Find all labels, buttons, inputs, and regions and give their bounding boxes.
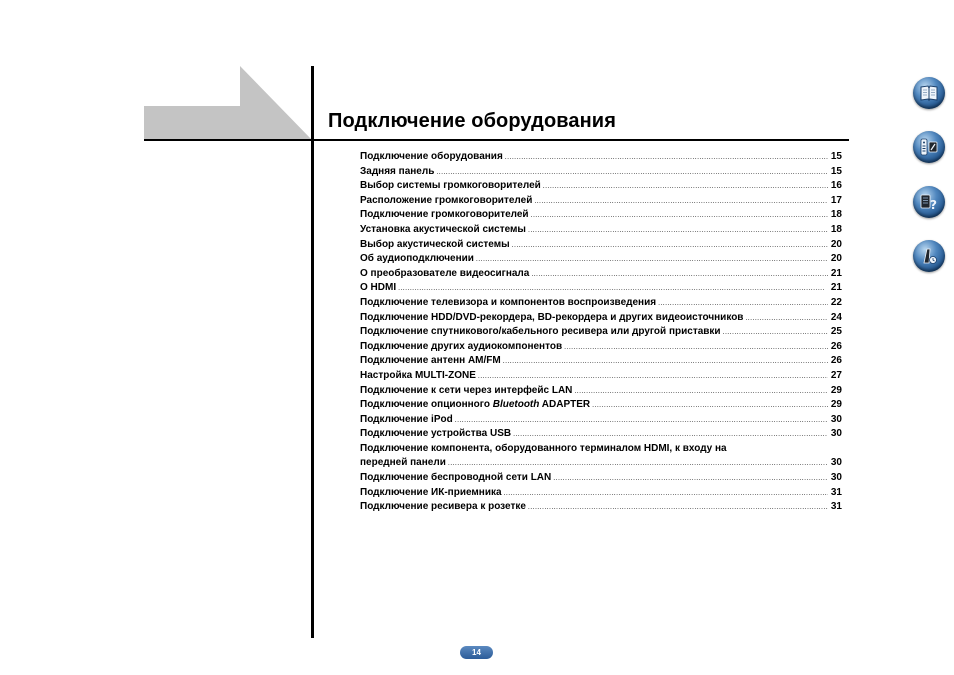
toc-entry-title: Подключение устройства USB <box>360 428 512 440</box>
toc-entry[interactable] <box>360 413 842 428</box>
toc-dot-leader <box>504 487 828 502</box>
toc-dot-leader <box>745 312 828 327</box>
toc-entry-page: 27 <box>830 369 842 381</box>
toc-entry[interactable] <box>360 296 842 311</box>
toc-entry-title: Об аудиоподключении <box>360 253 474 265</box>
toc-entry-page: 18 <box>830 223 842 235</box>
toc-entry-page: 31 <box>830 501 842 513</box>
toc-entry[interactable] <box>360 223 842 238</box>
svg-text:?: ? <box>930 198 937 212</box>
toc-entry-page: 15 <box>830 151 842 162</box>
toc-title-part: Подключение опционного <box>360 399 490 411</box>
toc-entry[interactable] <box>360 384 842 399</box>
toc-entry-title: Подключение HDD/DVD-рекордера, BD-рекордера и других видеоисточников <box>360 311 744 323</box>
toc-entry-title: Установка акустической системы <box>360 223 526 235</box>
toc-entry-title: Задняя панель <box>360 165 435 177</box>
toc-title-part: ADAPTER <box>541 399 591 411</box>
toc-title-italic: Bluetooth <box>492 399 540 411</box>
toc-entry[interactable] <box>360 354 842 369</box>
toc-entry[interactable] <box>360 500 842 515</box>
toc-entry-page: 26 <box>830 355 842 367</box>
toc-dot-leader <box>478 370 828 385</box>
toc-entry-title: Подключение ресивера к розетке <box>360 501 526 513</box>
appendix-button[interactable] <box>913 240 945 272</box>
toc-dot-leader <box>455 414 828 429</box>
toc-entry[interactable] <box>360 471 842 486</box>
toc-dot-leader <box>574 385 828 400</box>
toc-dot-leader <box>503 355 828 370</box>
toc-entry[interactable] <box>360 427 842 442</box>
toc-entry-multiline[interactable] <box>360 442 842 471</box>
page-title: Подключение оборудования <box>328 110 616 132</box>
toc-dot-leader <box>564 341 828 356</box>
page-number-badge: 14 <box>460 646 493 659</box>
toc-entry-title: Подключение беспроводной сети LAN <box>360 472 552 484</box>
toc-entry-title: Настройка MULTI-ZONE <box>360 369 476 381</box>
toc-entry-page: 25 <box>830 326 842 338</box>
toc-entry-title: Подключение антенн AM/FM <box>360 355 501 367</box>
toc-entry[interactable] <box>360 325 842 340</box>
toc-entry-title: Выбор акустической системы <box>360 238 510 250</box>
toc-dot-leader <box>658 297 828 312</box>
toc-entry-page: 29 <box>830 384 842 396</box>
toc-entry-title: Расположение громкоговорителей <box>360 194 533 206</box>
toc-entry-title: Подключение спутникового/кабельного ресивера или другой приставки <box>360 326 721 338</box>
toc-entry[interactable] <box>360 208 842 223</box>
toc-dot-leader <box>553 472 828 487</box>
book-icon <box>918 82 940 104</box>
toc-entry-page: 15 <box>830 165 842 177</box>
header-rule <box>144 139 849 141</box>
toc-entry-page: 21 <box>830 267 842 279</box>
contents-button[interactable] <box>913 77 945 109</box>
toc-entry-page: 30 <box>830 472 842 484</box>
toc-entry-title: Подключение телевизора и компонентов воспроизведения <box>360 296 657 308</box>
toc-dot-leader <box>534 195 828 210</box>
toc-dot-leader <box>531 209 828 224</box>
toc-entry[interactable] <box>360 267 842 282</box>
toc-dot-leader <box>505 151 828 166</box>
remote-control-button[interactable] <box>913 131 945 163</box>
toc-entry[interactable] <box>360 252 842 267</box>
toc-entry[interactable] <box>360 486 842 501</box>
chapter-tab-arrow <box>144 66 312 140</box>
toc-entry-title: Подключение компонента, оборудованного терминалом HDMI, к входу на <box>360 442 727 454</box>
toc-dot-leader <box>476 253 828 268</box>
toc-entry-page: 30 <box>830 428 842 440</box>
toc-entry-page: 20 <box>830 238 842 250</box>
toc-dot-leader <box>398 282 828 297</box>
toc-entry-title: О HDMI <box>360 282 397 294</box>
toc-entry-title <box>360 398 590 413</box>
toc-entry-page: 18 <box>830 209 842 221</box>
toc-entry-page: 30 <box>830 413 842 425</box>
remote-control-icon <box>918 136 940 158</box>
toc-entry-title: Подключение к сети через интерфейс LAN <box>360 384 573 396</box>
toc-entry-page: 22 <box>830 296 842 308</box>
vertical-rule <box>311 66 314 638</box>
toc-dot-leader <box>436 166 828 181</box>
toc-dot-leader <box>512 239 828 254</box>
toc-entry-page: 26 <box>830 340 842 352</box>
toc-dot-leader <box>543 180 828 195</box>
troubleshooting-icon <box>918 191 940 213</box>
toc-entry[interactable] <box>360 150 842 165</box>
toc-entry-title: Подключение других аудиокомпонентов <box>360 340 563 352</box>
toc-entry[interactable] <box>360 340 842 355</box>
toc-entry-continuation <box>360 456 842 471</box>
toc-entry-title: Подключение ИК-приемника <box>360 486 502 498</box>
toc-entry-title: О преобразователе видеосигнала <box>360 267 530 279</box>
toc-entry-page: 20 <box>830 253 842 265</box>
toc-entry-page: 30 <box>830 457 842 469</box>
toc-entry[interactable] <box>360 165 842 180</box>
troubleshooting-button[interactable] <box>913 186 945 218</box>
toc-dot-leader <box>513 428 828 443</box>
toc-entry-page: 17 <box>830 194 842 206</box>
toc-entry[interactable] <box>360 281 842 296</box>
toc-entry[interactable] <box>360 179 842 194</box>
toc-entry-title: передней панели <box>360 457 446 469</box>
toc-dot-leader <box>531 268 828 283</box>
toc-dot-leader <box>528 224 828 239</box>
toc-entry[interactable] <box>360 238 842 253</box>
toc-entry-title: Выбор системы громкоговорителей <box>360 180 541 192</box>
toc-entry-page: 16 <box>830 180 842 192</box>
toc-dot-leader <box>528 501 828 516</box>
toc-dot-leader <box>448 457 828 472</box>
toc-entry-title: Подключение iPod <box>360 413 453 425</box>
toc-entry-title: Подключение оборудования <box>360 151 503 162</box>
toc-dot-leader <box>723 326 828 341</box>
toc-entry[interactable] <box>360 194 842 209</box>
toc-entry[interactable] <box>360 369 842 384</box>
toc-entry-page: 29 <box>830 399 842 411</box>
toc-entry-page: 21 <box>830 282 842 294</box>
toc-entry-page: 24 <box>830 311 842 323</box>
toc-entry[interactable] <box>360 398 842 413</box>
toc-entry[interactable] <box>360 311 842 326</box>
appendix-icon <box>918 245 940 267</box>
toc-entry-page: 31 <box>830 486 842 498</box>
toc-dot-leader <box>592 399 828 414</box>
toc-entry-title: Подключение громкоговорителей <box>360 209 529 221</box>
table-of-contents <box>360 150 842 515</box>
